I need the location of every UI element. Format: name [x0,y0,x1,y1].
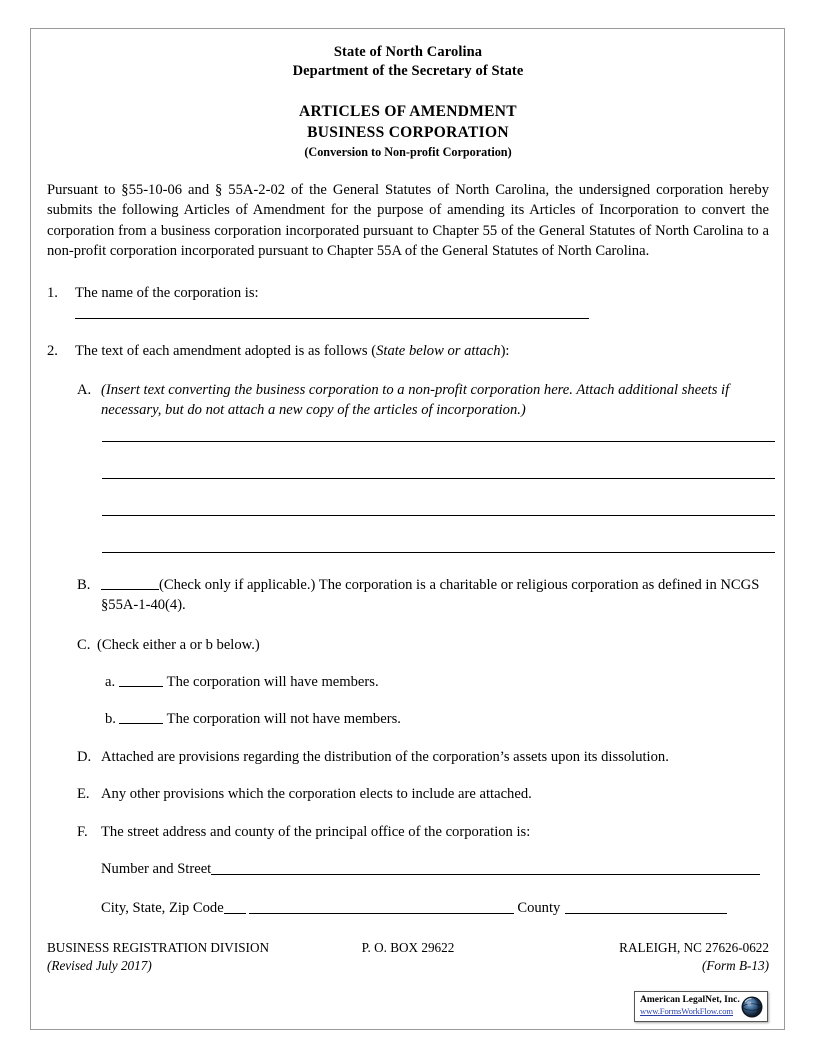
page-footer [47,939,769,975]
item-2-b [47,575,769,616]
city-state-zip-input-a[interactable] [224,900,246,914]
item-2 [47,341,769,361]
item-2-f-letter: F. [77,823,88,840]
document-page [30,28,785,1030]
footer-form-number: (Form B-13) [701,958,769,973]
write-in-line-2[interactable] [102,478,775,479]
item-2-e-text: Any other provisions which the corporation elects to include are attached. [101,786,532,803]
address-city-body [47,898,769,918]
address-city-row [47,898,769,918]
item-2-body [47,341,769,361]
item-2-c-option-a-text: The corporation will have members. [166,673,379,690]
corporation-name-input[interactable] [75,305,589,319]
item-2-c-option-a-body [47,672,769,692]
write-in-line-1[interactable] [102,441,775,442]
item-2-c-option-b-body [47,709,769,729]
item-2-a-instruction: (Insert text converting the business corporation to a non-profit corporation here. Attach additional sheets if necessary, but do not attach a new copy of the articles of incorporation.) [101,381,730,419]
form-title-line2: BUSINESS CORPORATION [307,124,509,141]
item-1 [47,283,769,324]
item-2-c-option-b-letter: b. [105,711,116,728]
item-2-c-option-b [47,709,769,729]
badge-company-name: American LegalNet, Inc. [640,995,740,1005]
county-input[interactable] [565,900,727,914]
item-1-number: 1. [47,284,58,301]
item-2-a-letter: A. [77,381,92,398]
item-2-a [47,380,769,421]
address-street-row [47,859,769,879]
city-state-zip-input[interactable] [249,900,514,914]
item-2-f [47,822,769,842]
globe-icon [741,996,763,1018]
item-2-c-option-a-letter: a. [105,673,116,690]
footer-division: BUSINESS REGISTRATION DIVISION [47,940,269,955]
agency-name-line1: State of North Carolina [333,44,483,60]
badge-text-block [640,995,738,1017]
heading-spacer [47,81,769,101]
item-1-label: The name of the corporation is: [75,284,259,301]
item-2-number: 2. [47,343,58,360]
option-b-checkbox-blank[interactable] [119,711,163,724]
item-2-d [47,747,769,767]
badge-website-link[interactable]: www.FormsWorkFlow.com [640,1006,734,1016]
number-and-street-input[interactable] [211,861,760,875]
item-2-b-checkbox-blank[interactable] [101,577,159,590]
item-2-c-option-b-text: The corporation will not have members. [166,711,401,728]
item-2-e-letter: E. [77,786,90,803]
form-title-line1: ARTICLES OF AMENDMENT [299,103,517,120]
footer-row-2 [47,957,769,975]
intro-paragraph: Pursuant to §55-10-06 and § 55A-2-02 of the General Statutes of North Carolina, the undersigned corporation hereby submits the following Articles of Amendment for the purpose of amending its Articles of Incorporation to convert the corporation from a business corporation incorporated pursuant to Chapter 55 of the General Statutes of North Carolina to a non-profit corporation incorporated pursuant to Chapter 55A of the General Statutes of North Carolina. [47,182,769,260]
american-legalnet-badge[interactable] [634,991,768,1022]
write-in-line-4[interactable] [102,552,775,553]
item-2-e [47,784,769,804]
item-2-f-text: The street address and county of the principal office of the corporation is: [101,823,531,840]
item-2-c-text: (Check either a or b below.) [97,637,260,654]
city-state-zip-label: City, State, Zip Code [101,900,224,917]
number-and-street-label: Number and Street [101,860,212,877]
county-label: County [517,900,561,917]
item-1-body [47,283,769,324]
footer-city-state-zip: RALEIGH, NC 27626-0622 [619,940,769,955]
address-street-body [47,859,769,879]
item-2-c [47,635,769,655]
item-2-c-letter: C. [77,637,91,654]
document-body [47,43,769,919]
item-2-b-body [47,575,769,616]
item-2-c-option-a [47,672,769,692]
form-subtitle: (Conversion to Non-profit Corporation) [304,145,512,159]
footer-row-1 [47,939,769,957]
option-a-checkbox-blank[interactable] [119,674,163,687]
item-2-text-italic: State below or attach [376,343,501,360]
item-2-text-before: The text of each amendment adopted is as follows ( [75,343,377,360]
amendment-text-area [47,441,769,553]
item-2-d-text: Attached are provisions regarding the distribution of the corporation’s assets upon its dissolution. [101,748,669,765]
item-2-b-text: (Check only if applicable.) The corporation is a charitable or religious corporation as defined in NCGS §55A-1-40(4). [101,576,760,614]
agency-name-line2: Department of the Secretary of State [292,63,524,79]
item-2-b-letter: B. [77,576,91,593]
write-in-line-3[interactable] [102,515,775,516]
footer-revised-date: (Revised July 2017) [47,958,152,973]
item-2-d-letter: D. [77,748,92,765]
item-2-text-after: ): [500,343,510,360]
footer-po-box: P. O. BOX 29622 [361,940,455,955]
